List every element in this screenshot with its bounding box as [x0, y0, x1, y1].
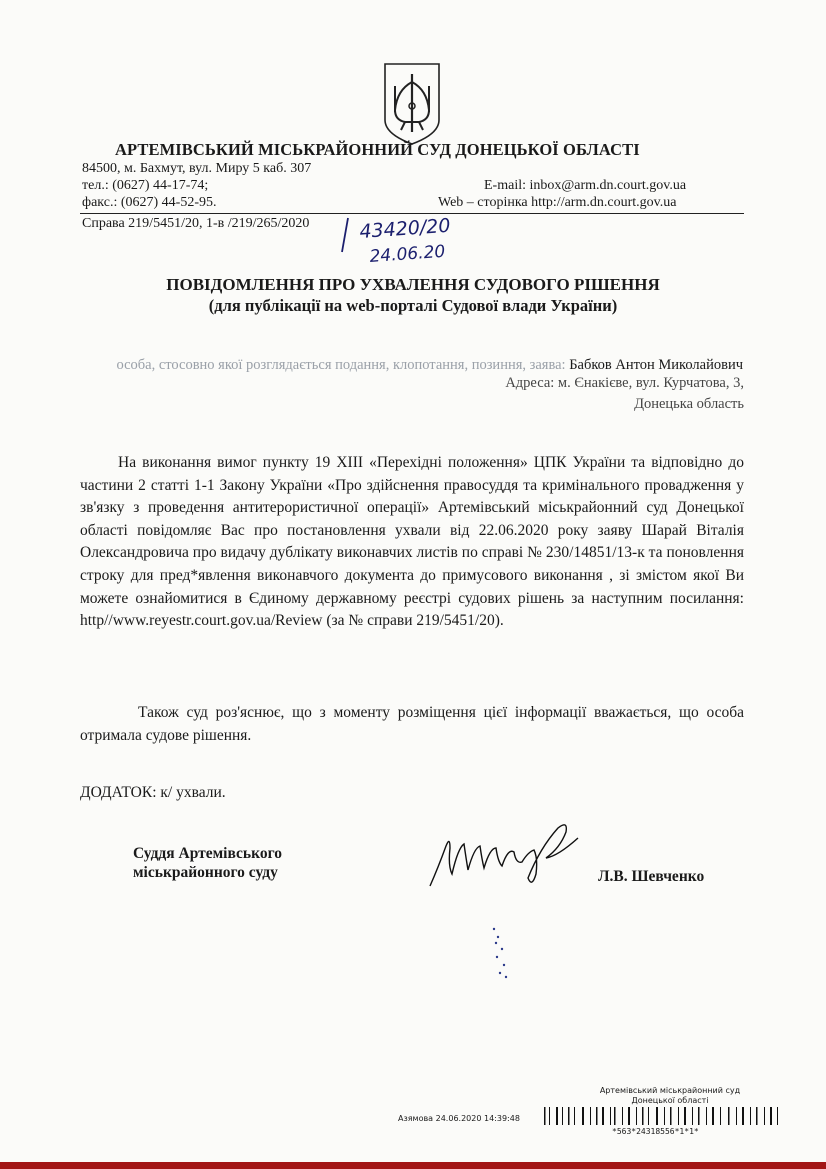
recipient-address-line1: Адреса: м. Єнакієве, вул. Курчатова, 3,: [505, 375, 744, 391]
court-email: E-mail: inbox@arm.dn.court.gov.ua: [484, 178, 687, 193]
notice-title: ПОВІДОМЛЕННЯ ПРО УХВАЛЕННЯ СУДОВОГО РІШЕННЯ: [166, 275, 660, 294]
court-fax: факс.: (0627) 44-52-95.: [82, 195, 217, 210]
judge-name: Л.В. Шевченко: [598, 868, 705, 885]
case-reference: Справа 219/5451/20, 1-в /219/265/2020: [82, 216, 310, 231]
notice-body-paragraph: На виконання вимог пункту 19 XIII «Перехідні положення» ЦПК України та відповідно до частини 2 статті 1-1 Закону України «Про здійснення правосуддя та кримінального провадження у зв'язку з проведення антитерористичної операції» Артемівський міськрайонний суд Донецької області повідомляє Вас про постановлення ухвали від 22.06.2020 року заяву Шарай Віталія Олександровича про видачу дублікату виконавчих листів по справі № 230/14851/13-к та поновлення строку для пред*явлення виконавчого документа до примусового виконання , зі змістом якої Ви можете ознайомитися в Єдиному державному реєстрі судових рішень за наступним посилання: http//www.reyestr.court.gov.ua/Review (за № справи 219/5451/20).: [80, 454, 744, 630]
recipient-address-line2: Донецька область: [634, 396, 744, 412]
recipient-prefix: особа, стосовно якої розглядається подання, клопотання, позиння, заява:: [116, 357, 566, 373]
barcode-text: *563*24318556*1*1*: [612, 1127, 699, 1136]
handwritten-signature: [428, 818, 588, 890]
court-name: АРТЕМІВСЬКИЙ МІСЬКРАЙОННИЙ СУД ДОНЕЦЬКОЇ ОБЛАСТІ: [115, 140, 640, 159]
barcode: [544, 1107, 780, 1125]
blue-ink-dots: [488, 925, 512, 980]
svg-text:43420/20: 43420/20: [358, 214, 452, 243]
registry-datetime: Азямова 24.06.2020 14:39:48: [398, 1114, 520, 1123]
court-website: Web – сторінка http://arm.dn.court.gov.ua: [438, 195, 677, 210]
recipient-line: [116, 357, 743, 374]
judge-title-line1: Суддя Артемівського: [133, 845, 283, 862]
recipient-name: Бабков Антон Миколайович: [569, 357, 743, 373]
court-telephone: тел.: (0627) 44-17-74;: [82, 178, 209, 193]
court-address: 84500, м. Бахмут, вул. Миру 5 каб. 307: [82, 161, 312, 176]
notice-subtitle: (для публікації на web-порталі Судової влади України): [208, 296, 618, 315]
scan-edge-strip: [0, 1162, 826, 1169]
explanation-paragraph: Також суд роз'яснює, що з моменту розміщення цієї інформації вважається, що особа отримала судове рішення.: [80, 704, 744, 744]
trident-emblem-icon: [383, 62, 441, 146]
registry-stamp: [590, 1086, 750, 1106]
registry-court-line2: Донецької області: [631, 1096, 709, 1105]
addendum: ДОДАТОК: к/ ухвали.: [80, 784, 226, 801]
handwritten-registration-note: [340, 214, 470, 270]
judge-title-line2: міськрайонного суду: [133, 864, 278, 881]
registry-court-line1: Артемівський міськрайонний суд: [599, 1086, 741, 1095]
svg-text:24.06.20: 24.06.20: [368, 241, 446, 267]
